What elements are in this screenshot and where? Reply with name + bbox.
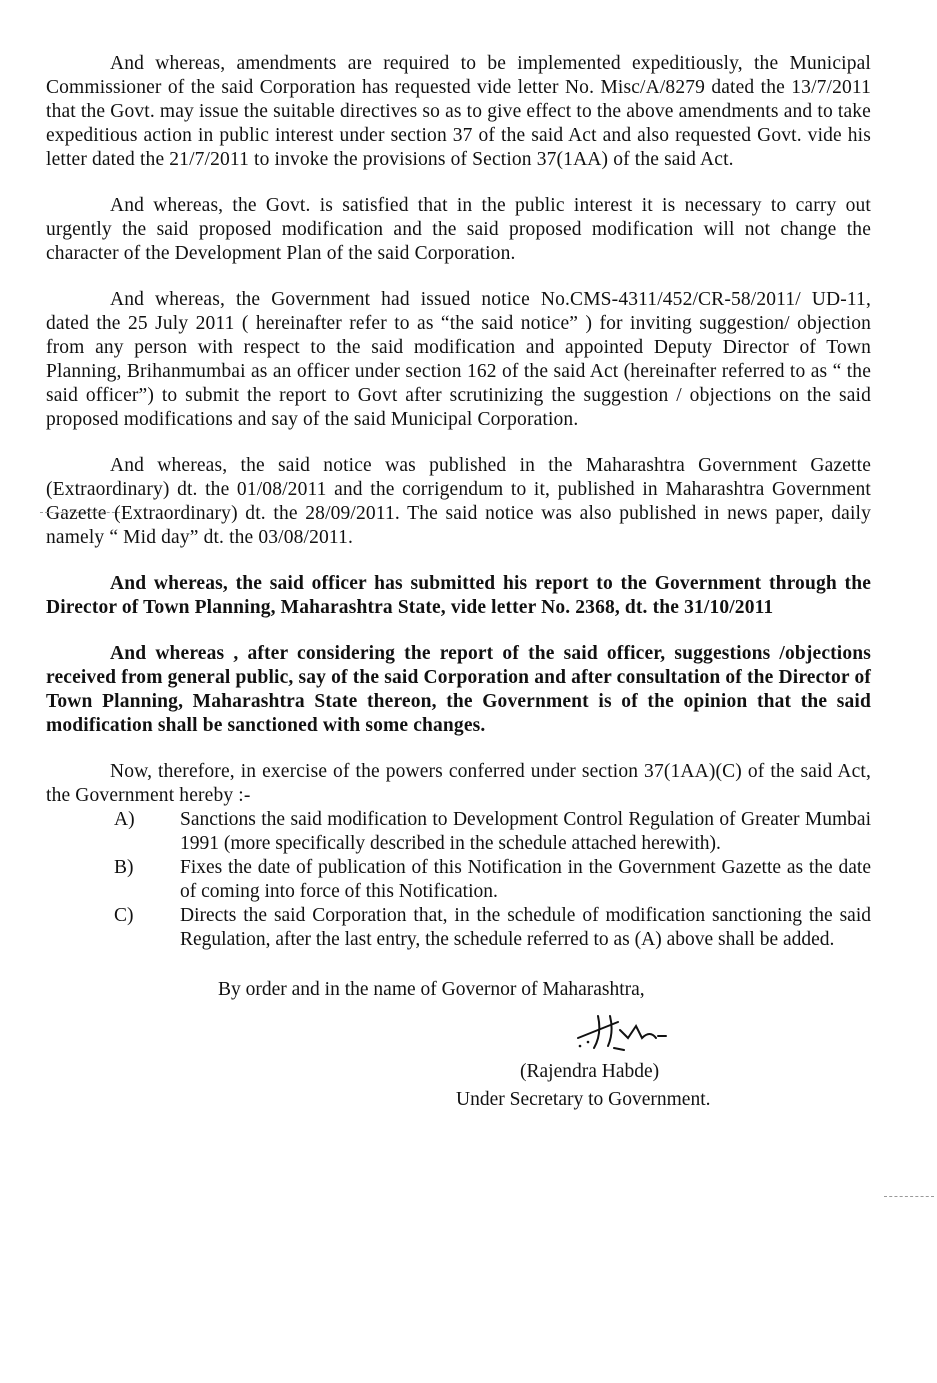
clause-text: Sanctions the said modification to Development Control Regulation of Greater Mumbai 1991 (more specifically described in the schedule attached herewith). xyxy=(180,809,871,854)
signature-block xyxy=(46,1008,871,1118)
paragraph-notice-published: And whereas, the said notice was published in the Maharashtra Government Gazette (Extraordinary) dt. the 01/08/2011 and the corrigendum to it, published in Maharashtra Government Gazette (Extraordinary) dt. the 28/09/2011. The said notice was also published in news paper, daily namely “ Mid day” dt. the 03/08/2011. xyxy=(46,455,871,548)
scan-artifact-line xyxy=(884,1196,934,1197)
clause-list xyxy=(46,808,871,952)
clause-item xyxy=(46,904,871,952)
clause-item xyxy=(46,808,871,856)
signatory-name: (Rajendra Habde) xyxy=(520,1061,660,1082)
signatory-title: Under Secretary to Government. xyxy=(456,1089,711,1110)
clause-letter: A) xyxy=(114,809,135,830)
paragraph-opinion: And whereas , after considering the report of the said officer, suggestions /objections received from general public, say of the said Corporation and after consultation of the Director of Town Planning, Maharashtra State thereon, the Government is of the opinion that the said modification shall be sanctioned with some changes. xyxy=(46,643,871,736)
clause-text: Fixes the date of publication of this Notification in the Government Gazette as the date of coming into force of this Notification. xyxy=(180,857,871,902)
scan-artifact-line xyxy=(40,512,120,513)
handwritten-signature xyxy=(558,1008,708,1054)
clause-item xyxy=(46,856,871,904)
paragraph-satisfied: And whereas, the Govt. is satisfied that in the public interest it is necessary to carry out urgently the said proposed modification and the said proposed modification will not change the character of the Development Plan of the said Corporation. xyxy=(46,195,871,264)
clause-text: Directs the said Corporation that, in the schedule of modification sanctioning the said Regulation, after the last entry, the schedule referred to as (A) above shall be added. xyxy=(180,905,871,950)
clause-letter: C) xyxy=(114,905,134,926)
paragraph-amendments: And whereas, amendments are required to be implemented expeditiously, the Municipal Commissioner of the said Corporation has requested vide letter No. Misc/A/8279 dated the 13/7/2011 that the Govt. may issue the suitable directives so as to give effect to the above amendments and to take expeditious action in public interest under section 37 of the said Act and also requested Govt. vide his letter dated the 21/7/2011 to invoke the provisions of Section 37(1AA) of the said Act. xyxy=(46,53,871,170)
signoff-line: By order and in the name of Governor of Maharashtra, xyxy=(218,979,645,1000)
clause-letter: B) xyxy=(114,857,134,878)
paragraph-report-submitted: And whereas, the said officer has submitted his report to the Government through the Director of Town Planning, Maharashtra State, vide letter No. 2368, dt. the 31/10/2011 xyxy=(46,573,871,618)
paragraph-now-therefore: Now, therefore, in exercise of the powers conferred under section 37(1AA)(C) of the said Act, the Government hereby :- xyxy=(46,761,871,806)
paragraph-notice-issued: And whereas, the Government had issued notice No.CMS-4311/452/CR-58/2011/ UD-11, dated the 25 July 2011 ( hereinafter refer to as “the said notice” ) for inviting suggestion/ objection from any person with respect to the said modification and appointed Deputy Director of Town Planning, Brihanmumbai as an officer under section 162 of the said Act (hereinafter referred to as “ the said officer”) to submit the report to Govt after scrutinizing the suggestion / objections on the said proposed modifications and say of the said Municipal Corporation. xyxy=(46,289,871,430)
